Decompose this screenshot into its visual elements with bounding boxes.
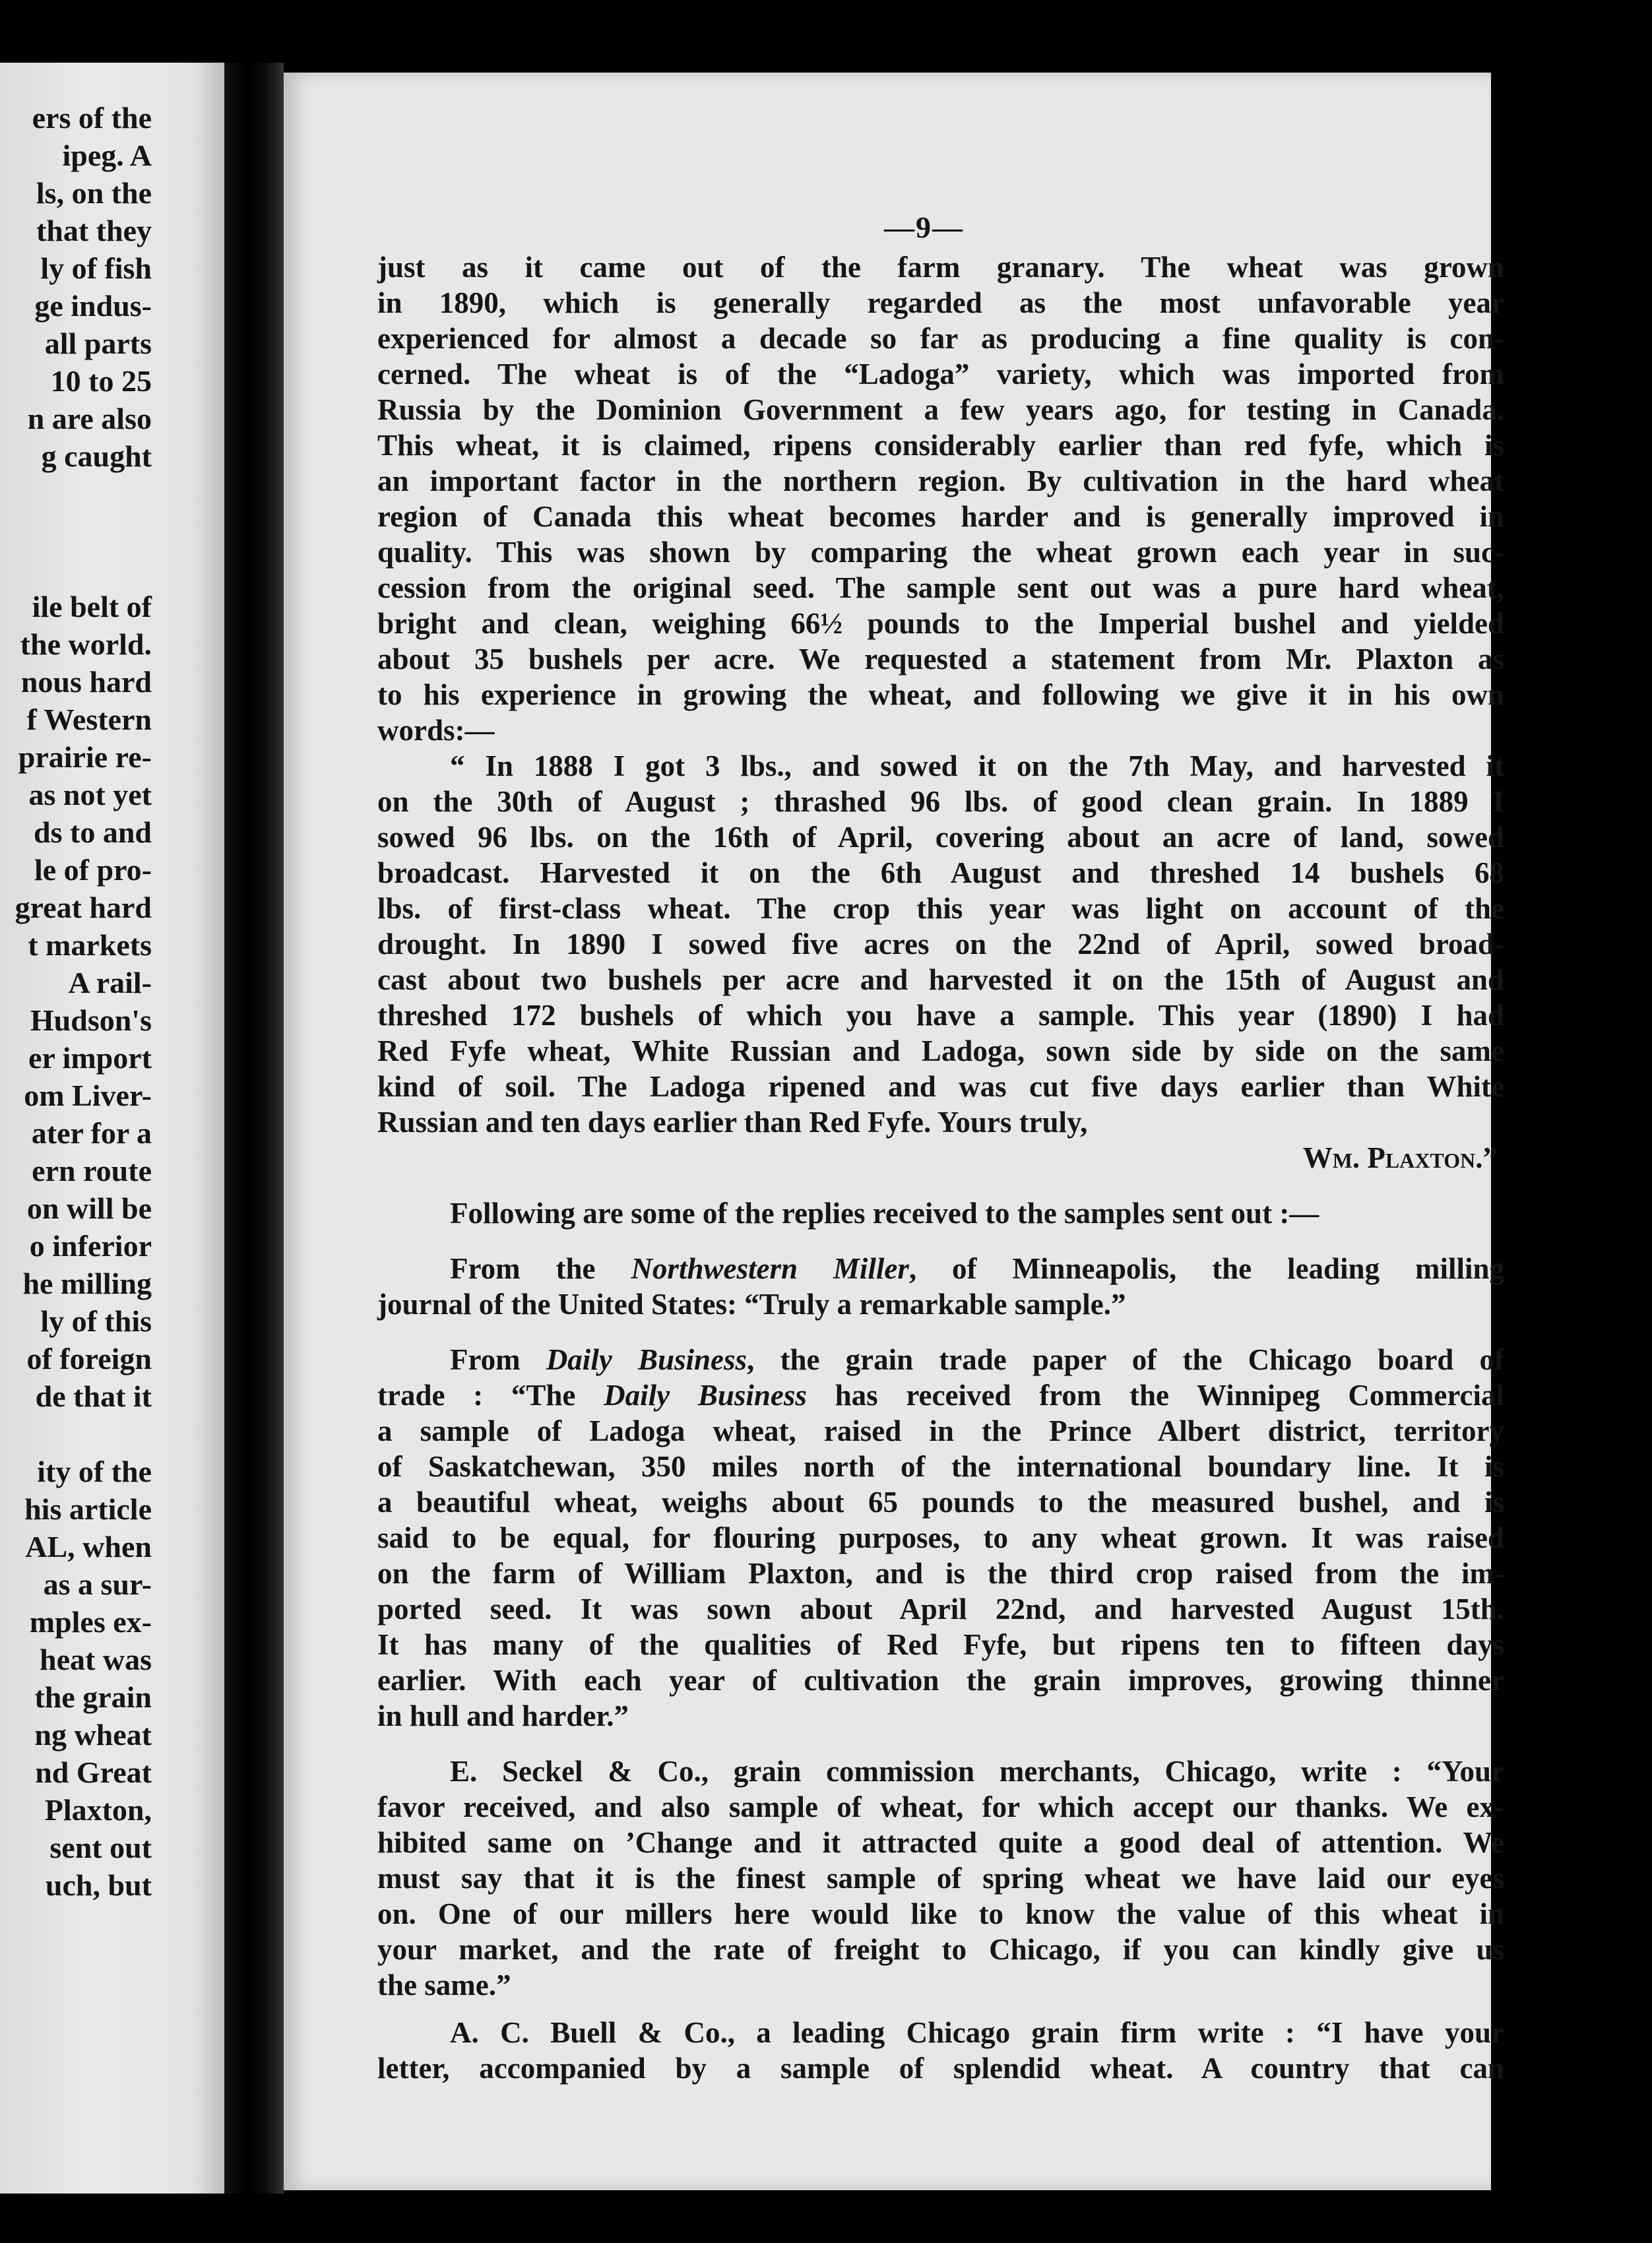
fragment-line: nous hard [20, 665, 152, 699]
fragment-line: de that it [35, 1379, 152, 1413]
text-line: in 1890, which is generally regarded as the most unfavorable year [377, 286, 1504, 319]
fragment-line: his article [24, 1492, 152, 1526]
fragment-line: om Liver- [24, 1079, 152, 1112]
fragment-line: ile belt of [32, 590, 152, 623]
text-line: kind of soil. The Ladoga ripened and was cut five days earlier than White [377, 1070, 1504, 1103]
fragment-line: that they [36, 214, 152, 247]
text-line: cast about two bushels per acre and harvested it on the 15th of August and [377, 963, 1504, 996]
scan-border-bottom [0, 2194, 1652, 2243]
fragment-line: AL, when [25, 1530, 152, 1564]
fragment-line: t markets [28, 928, 152, 962]
paragraph-replies-intro: Following are some of the replies received to the samples sent out :— [450, 1197, 1319, 1230]
fragment-line: great hard [15, 891, 152, 924]
fragment-line: ern route [32, 1154, 152, 1187]
previous-page-strip [0, 63, 224, 2194]
scan-border-top [0, 0, 1652, 63]
text-line: on the 30th of August ; thrashed 96 lbs. of good clean grain. In 1889 I [377, 785, 1504, 818]
fragment-line: the grain [34, 1680, 152, 1714]
fragment-line: A rail- [68, 966, 152, 999]
text-line: broadcast. Harvested it on the 6th August and threshed 14 bushels 68 [377, 856, 1504, 889]
text-line: favor received, and also sample of wheat, for which accept our thanks. We ex- [377, 1790, 1504, 1823]
paragraph-buell-letter [377, 2015, 1504, 2086]
text-line: an important factor in the northern region. By cultivation in the hard wheat [377, 464, 1504, 497]
paragraph-ladoga-description [377, 249, 1504, 748]
fragment-line: o inferior [29, 1229, 152, 1263]
text-line: trade : “The Daily Business has received from the Winnipeg Commercial [377, 1379, 1504, 1412]
fragment-line: ipeg. A [62, 139, 152, 172]
fragment-line: ater for a [31, 1116, 152, 1150]
text-line: cerned. The wheat is of the “Ladoga” variety, which was imported from [377, 358, 1504, 391]
fragment-line: ng wheat [34, 1718, 152, 1752]
text-line: Russian and ten days earlier than Red Fyfe. Yours truly, [377, 1106, 1088, 1139]
text-line: the same.” [377, 1969, 511, 2002]
fragment-line: ly of fish [40, 251, 152, 285]
fragment-line: n are also [27, 402, 152, 435]
text-line: on the farm of William Plaxton, and is the third crop raised from the im- [377, 1557, 1504, 1590]
fragment-line: on will be [26, 1191, 152, 1225]
fragment-line: nd Great [35, 1755, 152, 1789]
fragment-line: Hudson's [30, 1003, 152, 1037]
text-line: to his experience in growing the wheat, and following we give it in his own [377, 678, 1504, 711]
text-line: From the Northwestern Miller, of Minneapolis, the leading milling [450, 1252, 1504, 1285]
paragraph-northwestern-miller [377, 1251, 1504, 1322]
text-line: drought. In 1890 I sowed five acres on the 22nd of April, sowed broad- [377, 928, 1504, 961]
fragment-line: ity of the [37, 1455, 152, 1488]
text-line: your market, and the rate of freight to Chicago, if you can kindly give us [377, 1933, 1504, 1966]
text-line: bright and clean, weighing 66½ pounds to the Imperial bushel and yielded [377, 607, 1504, 640]
fragment-line: ers of the [32, 101, 152, 135]
text-line: said to be equal, for flouring purposes, to any wheat grown. It was raised [377, 1521, 1504, 1554]
text-line: From Daily Business, the grain trade paper of the Chicago board of [450, 1343, 1504, 1376]
text-line: a beautiful wheat, weighs about 65 pounds to the measured bushel, and is [377, 1486, 1504, 1519]
text-line: cession from the original seed. The sample sent out was a pure hard wheat, [377, 571, 1504, 604]
page-body [377, 249, 1504, 2086]
fragment-line: heat was [40, 1643, 152, 1676]
fragment-line: sent out [49, 1831, 152, 1864]
fragment-line: ds to and [34, 815, 152, 849]
fragment-line [15, 550, 152, 588]
text-line: region of Canada this wheat becomes harder and is generally improved in [377, 500, 1504, 533]
text-line: on. One of our millers here would like to know the value of this wheat in [377, 1897, 1504, 1930]
paragraph-daily-business [377, 1342, 1504, 1734]
text-line: a sample of Ladoga wheat, raised in the Prince Albert district, territory [377, 1414, 1504, 1447]
fragment-line [15, 1415, 152, 1453]
text-line: This wheat, it is claimed, ripens considerably earlier than red fyfe, which is [377, 429, 1504, 462]
fragment-line: all parts [44, 327, 152, 360]
text-line: quality. This was shown by comparing the wheat grown each year in suc- [377, 536, 1504, 569]
text-line: letter, accompanied by a sample of splendid wheat. A country that can [377, 2052, 1504, 2085]
fragment-line [15, 475, 152, 513]
text-line: experienced for almost a decade so far as producing a fine quality is con- [377, 322, 1504, 355]
fragment-line: he milling [22, 1267, 152, 1300]
text-line: It has many of the qualities of Red Fyfe, but ripens ten to fifteen days [377, 1628, 1504, 1661]
fragment-line: er import [28, 1041, 152, 1075]
text-line: of Saskatchewan, 350 miles north of the international boundary line. It is [377, 1450, 1504, 1483]
text-line: E. Seckel & Co., grain commission merchants, Chicago, write : “Your [450, 1755, 1504, 1788]
text-line: Red Fyfe wheat, White Russian and Ladoga, sown side by side on the same [377, 1034, 1504, 1067]
text-line: A. C. Buell & Co., a leading Chicago grain firm write : “I have your [450, 2016, 1504, 2049]
fragment-line [15, 513, 152, 550]
fragment-line: g caught [41, 439, 152, 473]
book-binding-gutter [224, 63, 284, 2194]
paragraph-seckel-letter [377, 1753, 1504, 2003]
text-line: just as it came out of the farm granary. The wheat was grown [377, 251, 1504, 284]
fragment-line: le of pro- [34, 853, 152, 887]
text-line: hibited same on ’Change and it attracted quite a good deal of attention. We [377, 1826, 1504, 1859]
fragment-line: uch, but [45, 1868, 152, 1902]
text-line: “ In 1888 I got 3 lbs., and sowed it on the 7th May, and harvested it [450, 749, 1504, 782]
text-line: earlier. With each year of cultivation the grain improves, growing thinner [377, 1664, 1504, 1697]
fragment-line: Plaxton, [44, 1793, 152, 1827]
fragment-line: ls, on the [36, 176, 152, 210]
fragment-line: the world. [20, 627, 152, 661]
text-line: Russia by the Dominion Government a few years ago, for testing in Canada. [377, 393, 1504, 426]
page-number: —9— [884, 210, 964, 244]
text-line: threshed 172 bushels of which you have a sample. This year (1890) I had [377, 999, 1504, 1032]
scan-border-right [1491, 63, 1652, 2194]
text-line: lbs. of first-class wheat. The crop this year was light on account of the [377, 892, 1504, 925]
letter-signature: Wm. Plaxton.” [1302, 1141, 1498, 1174]
fragment-line: 10 to 25 [50, 364, 152, 398]
previous-page-text [15, 99, 152, 1904]
text-line: ported seed. It was sown about April 22nd, and harvested August 15th. [377, 1593, 1504, 1626]
fragment-line: of foreign [26, 1342, 152, 1375]
fragment-line: mples ex- [29, 1605, 152, 1639]
text-line: words:— [377, 714, 495, 747]
fragment-line: ge indus- [34, 289, 152, 323]
fragment-line: as not yet [28, 778, 152, 811]
text-line: in hull and harder.” [377, 1699, 629, 1732]
fragment-line: f Western [26, 703, 152, 736]
text-line: about 35 bushels per acre. We requested a statement from Mr. Plaxton as [377, 643, 1504, 676]
fragment-line: ly of this [40, 1304, 152, 1338]
text-line: journal of the United States: “Truly a remarkable sample.” [377, 1288, 1126, 1321]
fragment-line: as a sur- [43, 1567, 152, 1601]
paragraph-plaxton-letter [377, 748, 1504, 1140]
fragment-line: prairie re- [18, 740, 152, 774]
text-line: sowed 96 lbs. on the 16th of April, covering about an acre of land, sowed [377, 821, 1504, 854]
text-line: must say that it is the finest sample of spring wheat we have laid our eyes [377, 1862, 1504, 1895]
